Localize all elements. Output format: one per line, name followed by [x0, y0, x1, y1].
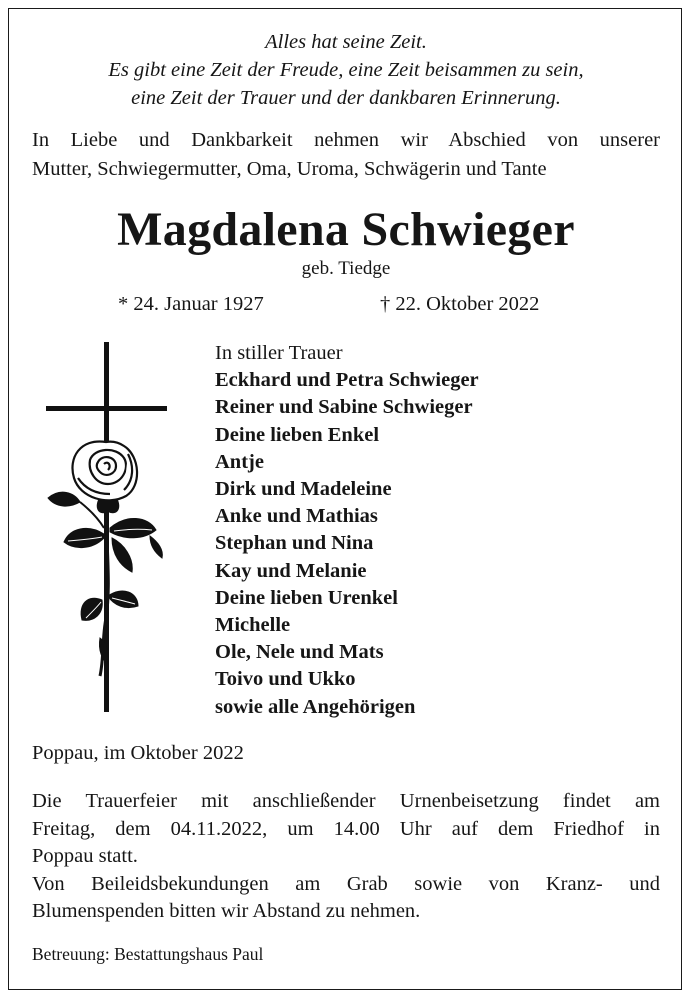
mourners-list	[215, 340, 479, 721]
motto-line: Es gibt eine Zeit der Freude, eine Zeit beisammen zu sein,	[108, 59, 584, 81]
mourner-entry: Toivo und Ukko	[215, 668, 356, 691]
notice-line: Blumenspenden bitten wir Abstand zu nehmen.	[32, 900, 421, 922]
motto	[0, 28, 692, 112]
birth-name: geb. Tiedge	[301, 258, 391, 279]
mourner-entry: Deine lieben Enkel	[215, 423, 380, 446]
mourner-entry: Ole, Nele und Mats	[215, 641, 384, 664]
notice-line: Freitag, dem 04.11.2022, um 14.00 Uhr auf dem Friedhof in	[32, 817, 660, 840]
death-date: † 22. Oktober 2022	[380, 293, 540, 315]
funeral-home-credit: Betreuung: Bestattungshaus Paul	[32, 944, 264, 964]
mourner-entry: Eckhard und Petra Schwieger	[215, 369, 479, 392]
birth-date: * 24. Januar 1927	[118, 293, 264, 315]
place-date: Poppau, im Oktober 2022	[32, 742, 244, 764]
deceased-name: Magdalena Schwieger	[117, 203, 575, 256]
notice-line: Die Trauerfeier mit anschließender Urnenbeisetzung findet am	[32, 790, 660, 812]
funeral-notice	[32, 788, 660, 926]
mourners-lead: In stiller Trauer	[215, 342, 343, 364]
mourner-entry: Kay und Melanie	[215, 559, 367, 582]
mourner-entry: Deine lieben Urenkel	[215, 586, 398, 609]
mourner-entry: Antje	[215, 450, 264, 473]
intro-line: Mutter, Schwiegermutter, Oma, Uroma, Schwägerin und Tante	[32, 158, 547, 180]
mourner-entry: sowie alle Angehörigen	[215, 695, 416, 718]
mourner-entry: Anke und Mathias	[215, 505, 378, 528]
mourner-entry: Michelle	[215, 614, 291, 637]
motto-line: eine Zeit der Trauer und der dankbaren Erinnerung.	[131, 87, 561, 109]
motto-line: Alles hat seine Zeit.	[265, 31, 427, 53]
notice-line: Poppau statt.	[32, 845, 138, 867]
intro-text	[32, 126, 660, 184]
intro-line: In Liebe und Dankbarkeit nehmen wir Abschied von unserer	[32, 129, 660, 151]
mourner-entry: Reiner und Sabine Schwieger	[215, 396, 473, 419]
mourner-entry: Stephan und Nina	[215, 532, 374, 555]
cross-with-rose-icon	[38, 338, 178, 718]
mourner-entry: Dirk und Madeleine	[215, 478, 392, 501]
notice-line: Von Beileidsbekundungen am Grab sowie von Kranz- und	[32, 872, 660, 895]
